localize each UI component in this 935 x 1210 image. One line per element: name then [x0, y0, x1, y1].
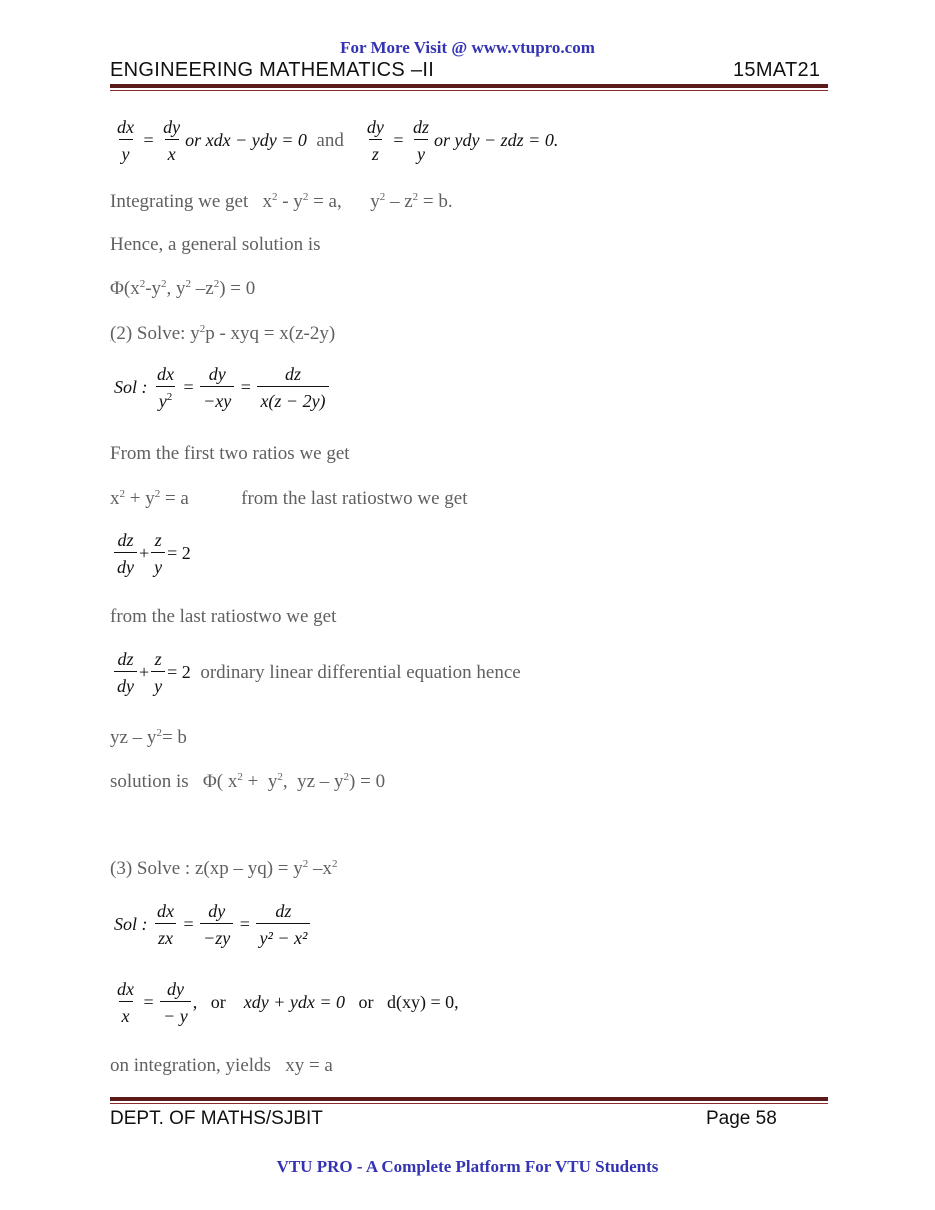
problem-2: (2) Solve: $y^2p$ - xyq = x(z-2y)	[110, 323, 336, 344]
yz-y2-b: yz – $y^2= b$	[110, 727, 187, 748]
equation-dz-1: $\frac{dz}{dy}$ + $\frac{z}{y}$ = 2	[112, 531, 191, 576]
solution-2-ratios: Sol : $\frac{dx}{y^2}$ = $\frac{dy}{-xy}$ = $\frac{dz}{x(z - 2y)}$	[114, 365, 331, 410]
top-link[interactable]: For More Visit @ www.vtupro.com	[340, 38, 595, 57]
equation-1: $\frac{dx}{y}$ = $\frac{dy}{x}$ or xdx − ydy = 0 and $\frac{dy}{z}$ = $\frac{dz}{y}$ or ydy − zdz = 0.	[117, 117, 559, 164]
solution-2-final: solution is Φ( $x^2 + y^2$, yz – $y^2) = 0$	[110, 771, 386, 792]
x2-y2-a: $x^2 + y^2 = a$ from the last ratiostwo we get	[110, 488, 468, 509]
footer-dept: DEPT. OF MATHS/SJBIT	[110, 1108, 323, 1129]
integrating-line: Integrating we get $x^2 - y^2 = a$, $y^2 - z^2 = b$.	[110, 191, 453, 212]
bottom-link[interactable]: VTU PRO - A Complete Platform For VTU Students	[276, 1157, 659, 1176]
footer-page-number: Page 58	[706, 1108, 777, 1129]
equation-3: $\frac{dx}{x}$ = $\frac{dy}{- y}$ , or xdy + ydx = 0 or d(xy) = 0,	[117, 979, 459, 1026]
general-solution-text: Hence, a general solution is	[110, 234, 321, 255]
solution-3-ratios: Sol : $\frac{dx}{zx}$ = $\frac{dy}{-zy}$ = $\frac{dz}{\text{y² − x²}}$	[114, 902, 312, 947]
header-rule-thin	[110, 90, 828, 91]
first-two-ratios-text: From the first two ratios we get	[110, 443, 350, 464]
integration-result: on integration, yields xy = a	[110, 1055, 333, 1076]
header-rule-thick	[110, 84, 828, 88]
header-title: ENGINEERING MATHEMATICS –II	[110, 59, 435, 81]
header-code: 15MAT21	[733, 59, 821, 81]
phi-1: $\Phi(x^2-y^2$, $y^2$ $-z^2) = 0$	[110, 278, 256, 299]
problem-3: (3) Solve : $z(xp - yq) = y^2$ $-x^2$	[110, 858, 338, 879]
last-ratios-text: from the last ratiostwo we get	[110, 606, 337, 627]
equation-dz-2: $\frac{dz}{dy}$ + $\frac{z}{y}$ = 2 ordinary linear differential equation hence	[112, 650, 521, 695]
footer-rule-thin	[110, 1103, 828, 1104]
footer-rule-thick	[110, 1097, 828, 1101]
